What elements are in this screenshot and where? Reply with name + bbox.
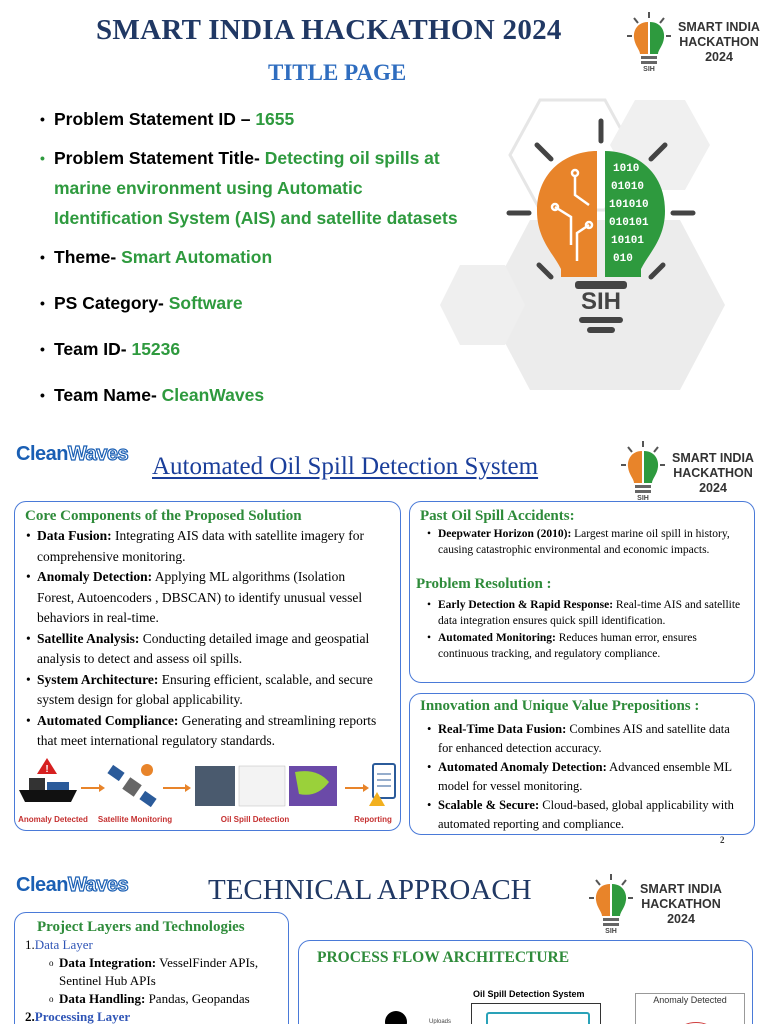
start-node [385,1011,407,1024]
slide-technical-approach [0,860,768,1024]
binary-line-2: 101010 [609,199,649,211]
list-item-team-name: • Team Name- CleanWaves [40,385,265,405]
layer-2: 2.Processing Layer [25,1009,131,1024]
list-item-theme: • Theme- Smart Automation [40,247,273,267]
flow-label: Satellite Monitoring [97,815,173,824]
list-item: • Automated Monitoring: Reduces human error, ensures continuous tracking, and regulatory compliance. [427,632,697,660]
svg-text:SIH: SIH [637,495,649,501]
logo-line2: HACKATHON [679,35,759,49]
list-item-ps-id: • Problem Statement ID – 1655 [40,109,295,129]
page-title: SMART INDIA HACKATHON 2024 [96,14,562,46]
layer-1: 1.Data Layer [25,937,93,952]
logo-line1: SMART INDIA [678,20,760,34]
sih-logo: SIH SMART INDIA HACKATHON 2024 [620,439,760,501]
binary-line-1: 01010 [611,181,645,193]
flow-label: Reporting [354,815,392,824]
logo-line3: 2024 [705,50,733,64]
cleanwaves-logo: CleanWaves [16,443,129,465]
lightbulb-icon [626,10,672,72]
slide3-title: TECHNICAL APPROACH [208,874,532,906]
list-item: • Automated Compliance: Generating and streamlining reports that meet international regulatory standards. [26,712,377,748]
satellite-icon [107,764,156,807]
list-item: • System Architecture: Ensuring efficient, scalable, and secure system design for global applicability. [26,671,373,707]
process-flow-box [298,940,753,1024]
list-item: • Real-Time Data Fusion: Combines AIS and satellite data for enhanced detection accuracy. [427,722,730,755]
report-icon [369,764,395,806]
list-item: • Early Detection & Rapid Response: Real-time AIS and satellite data integration ensures quick spill identification. [427,599,741,627]
flow-label: Oil Spill Detection [220,815,290,824]
sih-logo: SIH SMART INDIA HACKATHON 2024 [588,872,728,934]
svg-text:!: ! [45,764,49,775]
model-diagram [239,766,285,806]
anomaly-label: Anomaly Detected [653,995,727,1005]
project-layers-box [14,912,289,1024]
list-item: • Deepwater Horizon (2010): Largest marine oil spill in history, causing catastrophic environmental and economic impacts. [427,528,730,556]
lightbulb-icon [620,439,666,501]
list-item: • Automated Anomaly Detection: Advanced ensemble ML model for vessel monitoring. [427,760,732,793]
layer-1-sub [49,954,281,1008]
list-item: • Scalable & Secure: Cloud-based, global applicability with automated reporting and compliance. [427,798,734,831]
binary-line-4: 10101 [611,235,645,247]
big-lightbulb-icon [505,115,700,340]
list-item-category: • PS Category- Software [40,293,243,313]
binary-line-3: 010101 [609,217,649,229]
ship-icon [19,758,77,802]
past-heading: Past Oil Spill Accidents: [420,508,575,524]
list-item: • Data Fusion: Integrating AIS data with satellite imagery for comprehensive monitoring. [26,528,364,564]
flow-label: Anomaly Detected [18,815,88,824]
innovation-heading: Innovation and Unique Value Prepositions : [420,698,700,714]
system-label: Oil Spill Detection System [473,989,585,999]
list-item-team-id: • Team ID- 15236 [40,339,181,359]
slide2-title: Automated Oil Spill Detection System [152,453,539,480]
flow-heading: PROCESS FLOW ARCHITECTURE [317,949,570,966]
ps-id-value: 1655 [255,109,295,129]
layers-heading: Project Layers and Technologies [37,919,245,935]
list-item: o Data Handling: Pandas, Geopandas [49,991,250,1006]
bulb-base-text: SIH [580,288,622,315]
page-number: 2 [720,835,725,845]
sih-logo [626,10,766,72]
list-item: • Satellite Analysis: Conducting detailed image and geospatial analysis to detect and assess oil spills. [26,630,370,666]
anomaly-frame [635,993,745,1024]
list-item: o Data Integration: VesselFinder APIs, Sentinel Hub APIs [49,955,259,988]
list-item-ps-title: • Problem Statement Title- Detecting oil spills at marine environment using Automatic Identification System (AIS) and satellite datasets [40,148,458,228]
resolution-heading: Problem Resolution : [416,576,552,592]
uploads-label: Uploads [429,1019,452,1024]
process-flow-graphic [17,758,397,828]
cleanwaves-logo: CleanWaves [16,874,129,896]
logo-badge: SIH [643,66,655,72]
satellite-image [195,766,235,806]
binary-line-0: 1010 [613,163,640,175]
binary-line-5: 010 [613,253,633,265]
system-frame [471,1003,601,1024]
list-item: • Anomaly Detection: Applying ML algorithms (Isolation Forest, Autoencoders , DBSCAN) to identify unusual vessel behaviors in real-time. [26,569,363,625]
lightbulb-icon [588,872,634,934]
svg-text:SIH: SIH [605,928,617,934]
past-accidents-box [409,501,755,683]
innovation-box [409,693,755,835]
core-components-box [14,501,401,831]
slide-solution [0,425,768,845]
core-heading: Core Components of the Proposed Solution [25,508,302,524]
slide-title-page [0,0,768,410]
page-subtitle: TITLE PAGE [268,60,407,85]
